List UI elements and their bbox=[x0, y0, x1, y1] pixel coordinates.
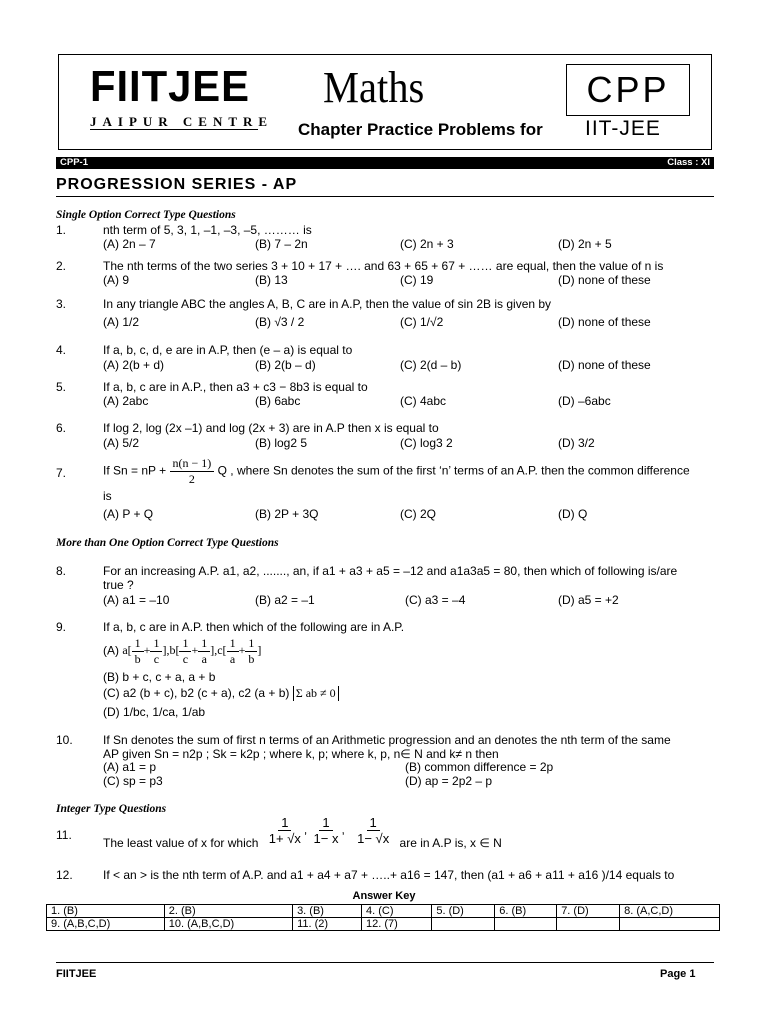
info-bar bbox=[56, 157, 714, 169]
answer-key-title: Answer Key bbox=[352, 890, 416, 902]
option: (B) a2 = –1 bbox=[255, 593, 315, 607]
answer-cell: 1. (B) bbox=[47, 905, 165, 918]
answer-cell: 9. (A,B,C,D) bbox=[47, 918, 165, 931]
answer-cell: 8. (A,C,D) bbox=[620, 905, 720, 918]
option-a-expression: a[ $\frac{1}{b}$ + $\frac{1}{c}$ ],b[ $\frac{1}{c}$ + $\frac{1}{a}$ ],c[ $\frac{1}{a}$ + $\frac{1}{b}$ ] bbox=[122, 636, 262, 666]
answer-cell: 12. (7) bbox=[362, 918, 432, 931]
q11-text-b: are in A.P is, x ∈ N bbox=[399, 835, 502, 850]
option: (D) 3/2 bbox=[558, 436, 595, 450]
q11-fraction-3 bbox=[354, 815, 392, 846]
option: (D) ap = 2p2 – p bbox=[405, 774, 493, 788]
fraction-denominator: 2 bbox=[188, 472, 195, 486]
fraction-denominator: 1+ √x bbox=[268, 831, 301, 846]
chapter-label: Chapter Practice Problems for bbox=[298, 120, 543, 139]
question-text: If < an > is the nth term of A.P. and a1 + a4 + a7 + …..+ a16 = 147, then (a1 + a6 + a11 + a16 )/14 equals to bbox=[103, 868, 675, 882]
option: (D) 2n + 5 bbox=[558, 237, 612, 251]
fraction-numerator: 1 bbox=[278, 815, 291, 831]
option: (B) 6abc bbox=[255, 394, 301, 408]
cpp-number: CPP-1 bbox=[60, 157, 88, 168]
option: (C) 19 bbox=[400, 273, 434, 287]
table-row bbox=[47, 918, 720, 931]
question-text-continued: true ? bbox=[103, 578, 134, 592]
answer-cell: 10. (A,B,C,D) bbox=[164, 918, 292, 931]
option: (B) 2(b – d) bbox=[255, 358, 316, 372]
question-number: 2. bbox=[56, 259, 67, 273]
option-label: (A) bbox=[103, 643, 119, 658]
option: (D) –6abc bbox=[558, 394, 611, 408]
option: (A) 2abc bbox=[103, 394, 149, 408]
question-text-continued: AP given Sn = n2p ; Sk = k2p ; where k, p; where k, p, n∈ N and k≠ n then bbox=[103, 747, 499, 761]
q7-text-b: Q , where Sn denotes the sum of the first ‘n’ terms of an A.P. then the common difference bbox=[217, 463, 690, 478]
section-heading-multiple: More than One Option Correct Type Questions bbox=[56, 537, 279, 549]
option: (D) none of these bbox=[558, 273, 651, 287]
question-text: The nth terms of the two series 3 + 10 + 17 + …. and 63 + 65 + 67 + …… are equal, then the value of n is bbox=[103, 259, 664, 273]
option: (D) none of these bbox=[558, 315, 651, 329]
option-a bbox=[103, 636, 261, 667]
question-number: 6. bbox=[56, 421, 67, 435]
option: (C) a3 = –4 bbox=[405, 593, 466, 607]
option: (A) 2n – 7 bbox=[103, 237, 156, 251]
question-number: 10. bbox=[56, 733, 73, 747]
option-c-text: (C) a2 (b + c), b2 (c + a), c2 (a + b) bbox=[103, 686, 290, 700]
fraction-numerator: 1 bbox=[319, 815, 332, 831]
q7-text-a: If Sn = nP + bbox=[103, 463, 167, 478]
option: (D) Q bbox=[558, 507, 588, 521]
question-text: If Sn denotes the sum of first n terms of an Arithmetic progression and an denotes the nth term of the same bbox=[103, 733, 671, 747]
question-number: 12. bbox=[56, 868, 73, 882]
option: (A) 2(b + d) bbox=[103, 358, 165, 372]
option: (B) log2 5 bbox=[255, 436, 308, 450]
question-text: If log 2, log (2x –1) and log (2x + 3) are in A.P then x is equal to bbox=[103, 421, 439, 435]
fiitjee-logo: FIITJEE bbox=[90, 62, 250, 111]
question-number: 5. bbox=[56, 380, 67, 394]
page-title: PROGRESSION SERIES - AP bbox=[56, 176, 298, 193]
table-row bbox=[47, 905, 720, 918]
question-number: 1. bbox=[56, 223, 67, 237]
option: (A) 5/2 bbox=[103, 436, 140, 450]
q7-fraction bbox=[170, 456, 215, 487]
option: (C) 1/√2 bbox=[400, 315, 444, 329]
option: (B) b + c, c + a, a + b bbox=[103, 670, 216, 684]
question-number: 9. bbox=[56, 620, 67, 634]
option: (C) log3 2 bbox=[400, 436, 453, 450]
option: (B) common difference = 2p bbox=[405, 760, 554, 774]
question-text: For an increasing A.P. a1, a2, ......., an, if a1 + a3 + a5 = –12 and a1a3a5 = 80, then which of following is/are bbox=[103, 564, 678, 578]
answer-cell: 4. (C) bbox=[362, 905, 432, 918]
subject-title: Maths bbox=[323, 63, 425, 112]
option bbox=[103, 686, 339, 701]
question-text: If a, b, c, d, e are in A.P, then (e – a) is equal to bbox=[103, 343, 353, 357]
answer-cell bbox=[495, 918, 557, 931]
fraction-denominator: 1− √x bbox=[357, 831, 390, 846]
title-rule bbox=[56, 196, 714, 197]
option: (D) none of these bbox=[558, 358, 651, 372]
section-heading-single: Single Option Correct Type Questions bbox=[56, 209, 236, 221]
option: (B) 7 – 2n bbox=[255, 237, 308, 251]
option: (C) 2n + 3 bbox=[400, 237, 454, 251]
answer-key-table bbox=[46, 904, 720, 931]
question-number: 11. bbox=[56, 828, 72, 842]
question-number: 8. bbox=[56, 564, 67, 578]
question-number: 3. bbox=[56, 297, 67, 311]
q11-fraction-1 bbox=[266, 815, 304, 846]
answer-cell: 7. (D) bbox=[557, 905, 620, 918]
class-label: Class : XI bbox=[667, 157, 710, 168]
answer-cell bbox=[620, 918, 720, 931]
section-heading-integer: Integer Type Questions bbox=[56, 803, 167, 815]
option: (A) 1/2 bbox=[103, 315, 140, 329]
question-number: 7. bbox=[56, 466, 67, 480]
q11-fraction-2 bbox=[311, 815, 342, 846]
question-text: If a, b, c are in A.P., then a3 + c3 − 8b3 is equal to bbox=[103, 380, 368, 394]
question-text: In any triangle ABC the angles A, B, C are in A.P, then the value of sin 2B is given by bbox=[103, 297, 552, 311]
option: (A) a1 = –10 bbox=[103, 593, 170, 607]
question-text-continued: is bbox=[103, 489, 112, 503]
question-text: The least value of x for which $\frac{1}{1+ √x}$ , $\frac{1}{1- x}$ , $\frac{1}{1- √x}$ are in A.P is, x ∈ N bbox=[103, 815, 502, 850]
cpp-badge: CPP bbox=[566, 64, 690, 116]
answer-cell: 6. (B) bbox=[495, 905, 557, 918]
option: (A) a1 = p bbox=[103, 760, 157, 774]
option: (B) √3 / 2 bbox=[255, 315, 305, 329]
option: (C) 4abc bbox=[400, 394, 447, 408]
answer-cell: 11. (2) bbox=[293, 918, 362, 931]
logo-underline bbox=[90, 129, 258, 130]
answer-cell: 3. (B) bbox=[293, 905, 362, 918]
option: (A) 9 bbox=[103, 273, 130, 287]
centre-label: JAIPUR CENTRE bbox=[90, 114, 274, 129]
option: (C) 2Q bbox=[400, 507, 436, 521]
option: (C) 2(d – b) bbox=[400, 358, 462, 372]
question-number: 4. bbox=[56, 343, 67, 357]
answer-cell: 2. (B) bbox=[164, 905, 292, 918]
option: (A) P + Q bbox=[103, 507, 154, 521]
page-number: Page 1 bbox=[660, 968, 696, 980]
q11-text: The least value of x for which bbox=[103, 835, 259, 850]
footer-rule bbox=[56, 962, 714, 963]
option: (D) 1/bc, 1/ca, 1/ab bbox=[103, 705, 206, 719]
question-text: If a, b, c are in A.P. then which of the following are in A.P. bbox=[103, 620, 405, 634]
option: (B) 2P + 3Q bbox=[255, 507, 319, 521]
question-text: nth term of 5, 3, 1, –1, –3, –5, ……… is bbox=[103, 223, 312, 237]
fraction-denominator: 1− x bbox=[313, 831, 339, 846]
answer-cell bbox=[432, 918, 495, 931]
question-text bbox=[103, 456, 690, 487]
fraction-numerator: n(n − 1) bbox=[170, 456, 215, 472]
footer-brand: FIITJEE bbox=[56, 968, 97, 980]
answer-cell bbox=[557, 918, 620, 931]
option: (C) sp = p3 bbox=[103, 774, 163, 788]
option: (B) 13 bbox=[255, 273, 288, 287]
option: (D) a5 = +2 bbox=[558, 593, 619, 607]
fraction-numerator: 1 bbox=[367, 815, 380, 831]
answer-cell: 5. (D) bbox=[432, 905, 495, 918]
option-c-condition: Σ ab ≠ 0 bbox=[293, 686, 339, 701]
exam-label: IIT-JEE bbox=[585, 117, 661, 140]
